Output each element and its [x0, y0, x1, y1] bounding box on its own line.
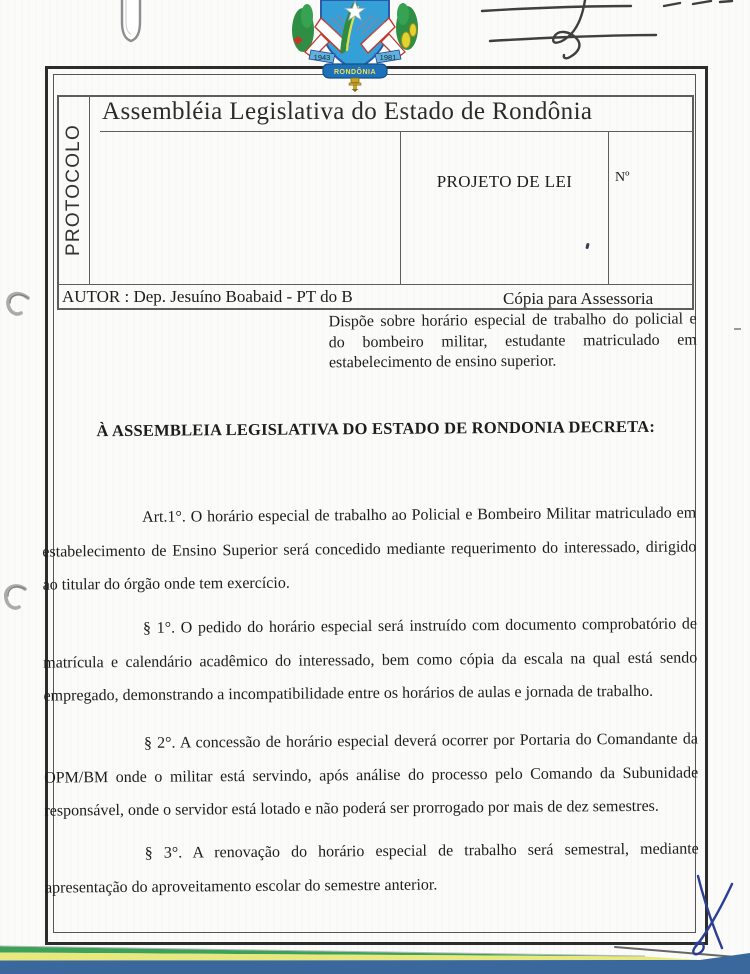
handwritten-initials-mark [678, 856, 750, 974]
article-paragraph: Art.1°. O horário especial de trabalho ao Policial e Bombeiro Militar matriculado em estabelecimento de Ensino Superior será concedido mediante requerimento do interessado, dirigido ao titular do órgão onde tem exercício. [42, 504, 697, 594]
numero-label: Nº [615, 170, 630, 185]
article-paragraph: § 2°. A concessão de horário especial deverá ocorrer por Portaria do Comandante da OPM/BM onde o militar está servindo, após análise do processo pelo Comando da Subunidade responsável, onde o servidor está lotado e não poderá ser prorrogado por mais de dez semestres. [44, 730, 699, 820]
rondonia-coat-of-arms-icon [285, 0, 425, 92]
paperclip-icon [112, 0, 152, 48]
emblem-year-right: 1981 [379, 53, 397, 62]
binder-ring-icon [0, 288, 32, 322]
article-paragraph: § 3°. A renovação do horário especial de trabalho será semestral, mediante apresentação do aproveitamento escolar do semestre anterior. [44, 840, 699, 897]
handwritten-annotation [468, 0, 750, 70]
emblem-year-left: 1943 [313, 53, 331, 62]
binder-ring-icon [0, 580, 30, 616]
copia-assessoria-label: Cópia para Assessoria [503, 289, 654, 308]
autor-line: AUTOR : Dep. Jesuíno Boabaid - PT do B [62, 287, 353, 306]
projeto-de-lei-label: PROJETO DE LEI [436, 172, 573, 191]
emblem-banner-text: RONDÔNIA [333, 69, 377, 76]
document-title: Assembléia Legislativa do Estado de Rondônia [102, 98, 593, 125]
protocolo-label: PROTOCOLO [62, 124, 84, 256]
article-paragraph: § 1°. O pedido do horário especial será instruído com documento comprobatório de matrícula e calendário acadêmico do interessado, bem como cópia da escala na qual está sendo empregado, demonstrando a incompatibilidade entre os horários de aulas e jornada de trabalho. [43, 615, 698, 705]
ementa-text: Dispõe sobre horário especial de trabalho do policial e do bombeiro militar, estudante matriculado em estabelecimento de ensino superior. [328, 310, 697, 372]
preamble-heading: À ASSEMBLEIA LEGISLATIVA DO ESTADO DE RONDONIA DECRETA: [96, 416, 656, 441]
